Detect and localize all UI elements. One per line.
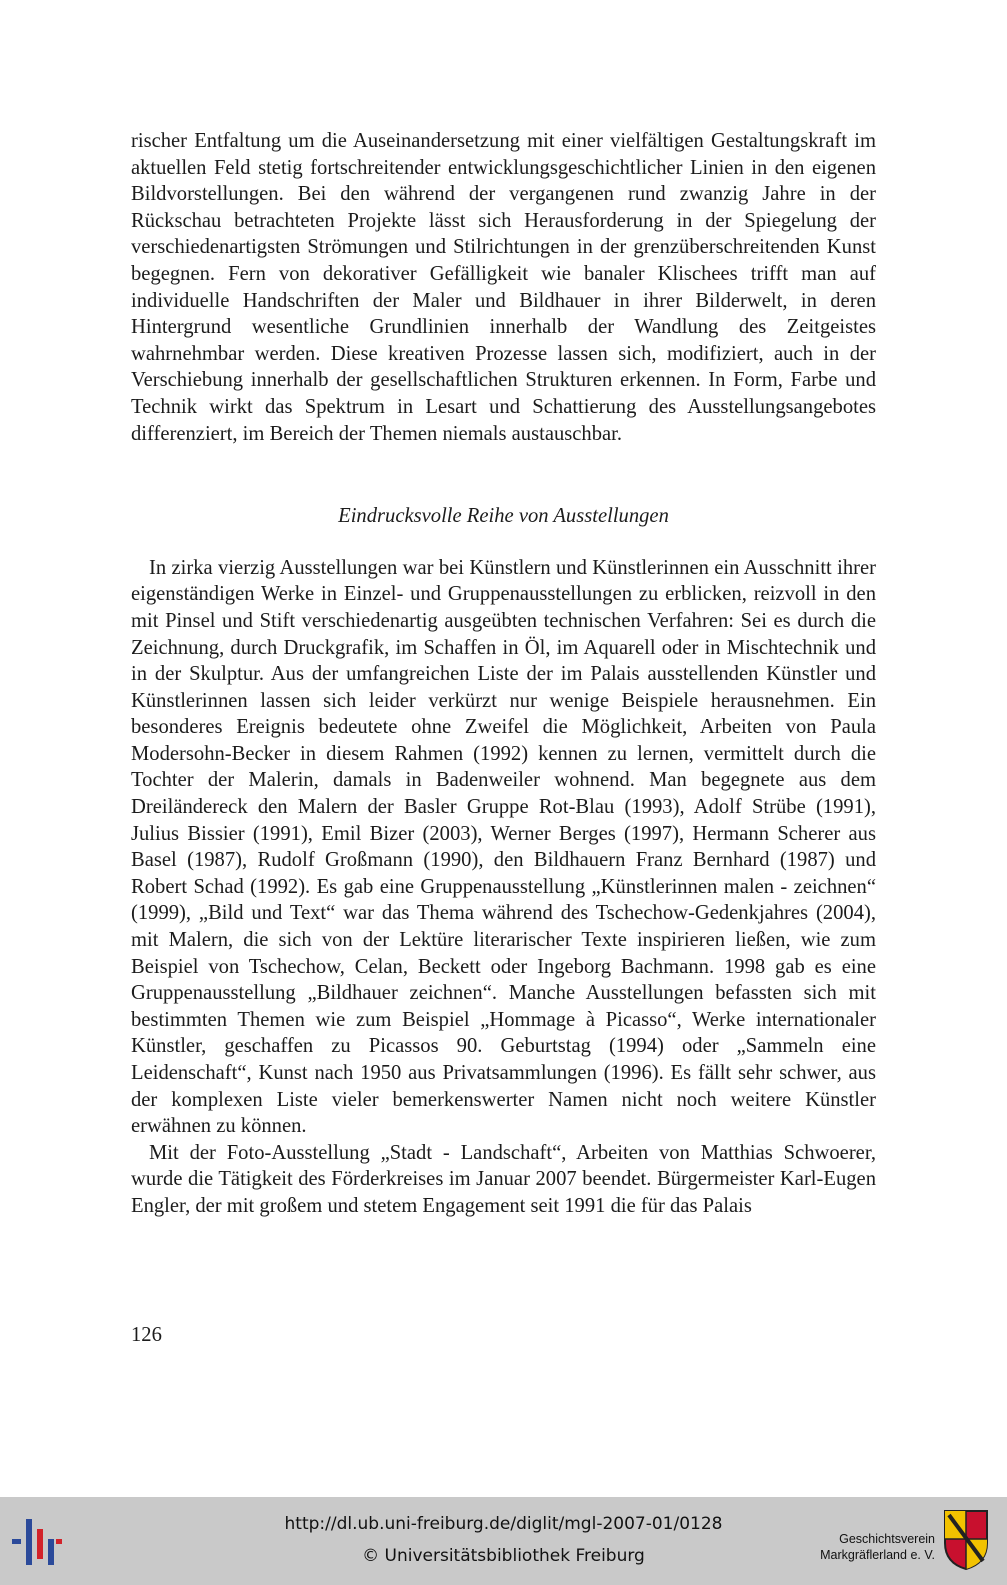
digitization-footer (0, 1497, 1007, 1585)
coat-of-arms-icon (943, 1509, 989, 1571)
society-name-line: Geschichtsverein (839, 1532, 935, 1546)
page-number: 126 (131, 1324, 162, 1346)
source-url[interactable]: http://dl.ub.uni-freiburg.de/diglit/mgl-2007-01/0128 (284, 1514, 723, 1534)
body-paragraph: Mit der Foto-Ausstellung „Stadt - Landschaft“, Arbeiten von Matthias Schwoerer, wurde die Tätigkeit des Förderkreises im Januar 2007 beendet. Bürgermeister Karl-Eugen Engler, der mit großem und stetem Engagement seit 1991 die für das Palais (131, 1141, 876, 1217)
body-paragraph: In zirka vierzig Ausstellungen war bei Künstlern und Künstlerinnen ein Ausschnitt ihrer eigenständigen Werke in Einzel- und Gruppenausstellungen zu erblicken, reizvoll in den mit Pinsel und Stift verschiedenartig ausgeübten technischen Verfahren: Sei es durch die Zeichnung, durch Druckgrafik, im Schaffen in Öl, im Aquarell oder in Mischtechnik und in der Skulptur. Aus der umfangreichen Liste der im Palais ausstellenden Künstler und Künstlerinnen lassen sich leider verkürzt nur wenige Beispiele herausnehmen. Ein besonderes Ereignis bedeutete ohne Zweifel die Möglichkeit, Arbeiten von Paula Modersohn-Becker in diesem Rahmen (1992) kennen zu lernen, vermittelt durch die Tochter der Malerin, damals in Badenweiler wohnend. Man begegnete aus dem Dreiländereck den Malern der Basler Gruppe Rot-Blau (1993), Adolf Strübe (1991), Julius Bissier (1991), Emil Bizer (2003), Werner Berges (1997), Hermann Scherer aus Basel (1987), Rudolf Großmann (1990), den Bildhauern Franz Bernhard (1987) und Robert Schad (1992). Es gab eine Gruppenausstellung „Künstlerinnen malen - zeichnen“ (1999), „Bild und Text“ war das Thema während des Tschechow-Gedenkjahres (2004), mit Malern, die sich von der Lektüre literarischer Texte inspirieren ließen, wie zum Beispiel von Tschechow, Celan, Beckett oder Ingeborg Bachmann. 1998 gab es eine Gruppenausstellung „Bildhauer zeichnen“. Manche Ausstellungen befassten sich mit bestimmten Themen wie zum Beispiel „Hommage à Picasso“, Werke internationaler Künstler, geschaffen zu Picassos 90. Geburtstag (1994) oder „Sammeln eine Leidenschaft“, Kunst nach 1950 aus Privatsammlungen (1996). Es fällt sehr schwer, aus der komplexen Liste vieler bemerkenswerter Namen nicht noch weitere Künstler erwähnen zu können. (131, 556, 876, 1138)
section-heading: Eindrucksvolle Reihe von Ausstellungen (338, 505, 669, 528)
society-name (820, 1531, 935, 1563)
body-paragraph: rischer Entfaltung um die Auseinandersetzung mit einer vielfältigen Gestaltungskraft im aktuellen Feld stetig fortschreitender entwicklungsgeschichtlicher Linien in den eigenen Bildvorstellungen. Bei den während der vergangenen rund zwanzig Jahre in der Rückschau betrachteten Projekte lässt sich Herausforderung in der Spiegelung der verschiedenartigsten Strömungen und Stilrichtungen in der grenzüberschreitenden Kunst begegnen. Fern von dekorativer Gefälligkeit wie banaler Klischees trifft man auf individuelle Handschriften der Maler und Bildhauer in ihrer Bilderwelt, in deren Hintergrund wesentliche Grundlinien innerhalb der Wandlung des Zeitgeistes wahrnehmbar werden. Diese kreativen Prozesse lassen sich, modifiziert, auch in der Verschiebung innerhalb der gesellschaftlichen Strukturen erkennen. In Form, Farbe und Technik wirkt das Spektrum in Lesart und Schattierung des Ausstellungsangebotes differenziert, im Bereich der Themen niemals austauschbar. (131, 130, 876, 445)
society-name-line: Markgräflerland e. V. (820, 1548, 935, 1562)
copyright-notice: © Universitätsbibliothek Freiburg (362, 1546, 645, 1566)
page-body (131, 128, 876, 1220)
